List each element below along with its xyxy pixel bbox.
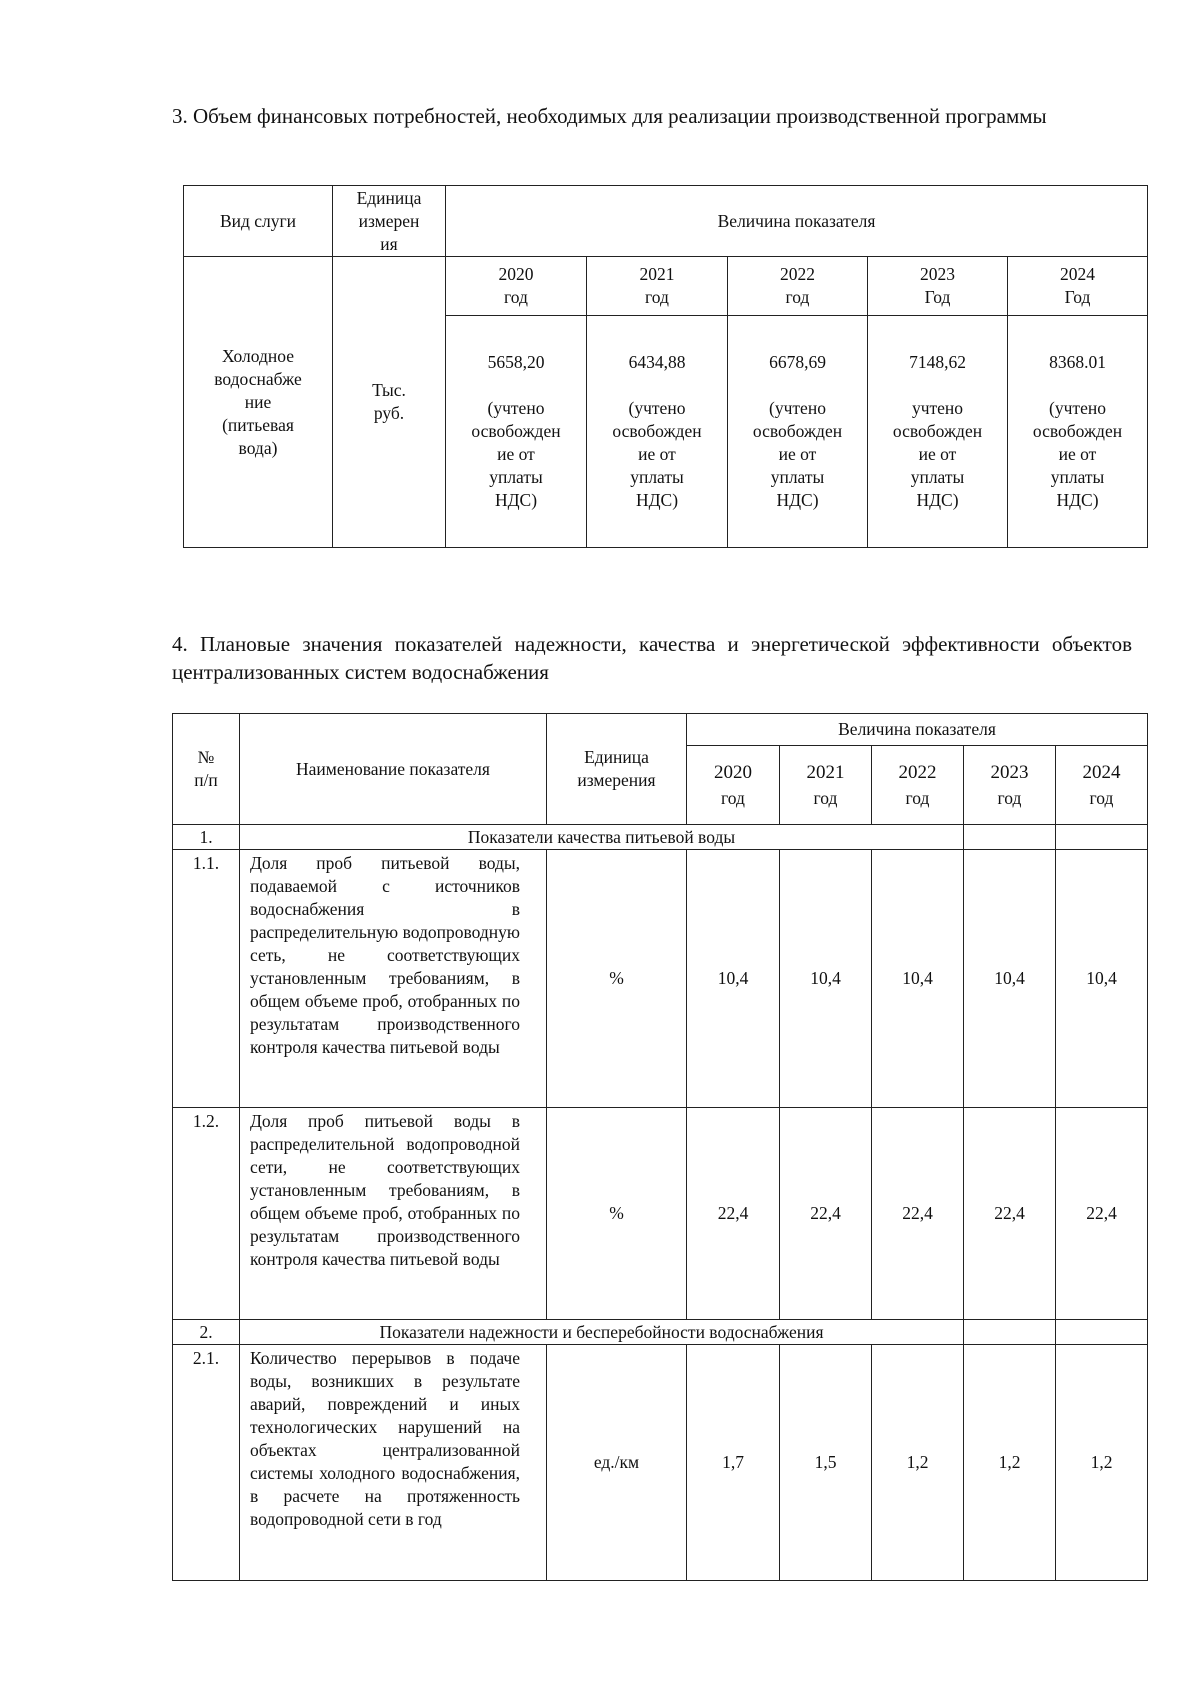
header-unit: Единица измерения [547, 714, 687, 825]
financial-needs-table [183, 185, 1148, 548]
service-cell: Холодное водоснабже ние (питьевая вода) [184, 257, 333, 548]
value-2022: 10,4 [872, 850, 964, 1108]
header-value: Величина показателя [446, 186, 1148, 257]
table-row [173, 1345, 1148, 1581]
group-number: 2. [173, 1320, 240, 1345]
value-2022: 1,2 [872, 1345, 964, 1581]
indicator-unit: ед./км [547, 1345, 687, 1581]
indicator-unit: % [547, 1108, 687, 1320]
value-2020: 10,4 [687, 850, 780, 1108]
group-title: Показатели надежности и бесперебойности водоснабжения [240, 1320, 964, 1345]
value-2024: 22,4 [1056, 1108, 1148, 1320]
year-header-2024: 2024 год [1056, 746, 1148, 825]
value-2023: 7148,62 учтено освобожден ие от уплаты НДС) [868, 316, 1008, 548]
year-header-2021: 2021 год [587, 257, 728, 316]
value-2023: 22,4 [964, 1108, 1056, 1320]
value-2023: 10,4 [964, 850, 1056, 1108]
indicator-name: Доля проб питьевой воды в распределительной водопроводной сети, не соответствующих установленным требованиям, в общем объеме проб, отобранных по результатам производственного контроля качества питьевой воды [240, 1108, 547, 1320]
row-number: 1.1. [173, 850, 240, 1108]
value-2024: 1,2 [1056, 1345, 1148, 1581]
header-value: Величина показателя [687, 714, 1148, 746]
year-header-2023: 2023 Год [868, 257, 1008, 316]
year-header-2020: 2020 год [446, 257, 587, 316]
value-2022: 6678,69 (учтено освобожден ие от уплаты НДС) [728, 316, 868, 548]
value-2023: 1,2 [964, 1345, 1056, 1581]
value-2024: 8368.01 (учтено освобожден ие от уплаты НДС) [1008, 316, 1148, 548]
value-2021: 22,4 [780, 1108, 872, 1320]
header-name: Наименование показателя [240, 714, 547, 825]
group-title: Показатели качества питьевой воды [240, 825, 964, 850]
value-2020: 22,4 [687, 1108, 780, 1320]
year-header-2021: 2021 год [780, 746, 872, 825]
group-number: 1. [173, 825, 240, 850]
section-4-heading: 4. Плановые значения показателей надежности, качества и энергетической эффективности объектов централизованных систем водоснабжения [172, 632, 1132, 684]
empty-cell [964, 1320, 1056, 1345]
unit-cell: Тыс. руб. [333, 257, 446, 548]
indicator-unit: % [547, 850, 687, 1108]
year-header-2023: 2023 год [964, 746, 1056, 825]
indicators-table [172, 713, 1148, 1581]
value-2021: 10,4 [780, 850, 872, 1108]
value-2022: 22,4 [872, 1108, 964, 1320]
indicator-name: Доля проб питьевой воды, подаваемой с источников водоснабжения в распределительную водопроводную сеть, не соответствующих установленным требованиям, в общем объеме проб, отобранных по результатам производственного контроля качества питьевой воды [240, 850, 547, 1108]
year-header-2022: 2022 год [728, 257, 868, 316]
value-2020: 1,7 [687, 1345, 780, 1581]
year-header-2020: 2020 год [687, 746, 780, 825]
row-number: 1.2. [173, 1108, 240, 1320]
group-row-1 [173, 825, 1148, 850]
section-3-heading: 3. Объем финансовых потребностей, необходимых для реализации производственной программы [172, 104, 1047, 128]
year-header-2022: 2022 год [872, 746, 964, 825]
value-2021: 1,5 [780, 1345, 872, 1581]
header-service: Вид слуги [184, 186, 333, 257]
table-row [173, 850, 1148, 1108]
empty-cell [964, 825, 1056, 850]
year-header-2024: 2024 Год [1008, 257, 1148, 316]
value-2021: 6434,88 (учтено освобожден ие от уплаты НДС) [587, 316, 728, 548]
value-2024: 10,4 [1056, 850, 1148, 1108]
row-number: 2.1. [173, 1345, 240, 1581]
table-row [173, 1108, 1148, 1320]
indicator-name: Количество перерывов в подаче воды, возникших в результате аварий, повреждений и иных технологических нарушений на объектах централизованной системы холодного водоснабжения, в расчете на протяженность водопроводной сети в год [240, 1345, 547, 1581]
value-2020: 5658,20 (учтено освобожден ие от уплаты НДС) [446, 316, 587, 548]
header-no: № п/п [173, 714, 240, 825]
empty-cell [1056, 1320, 1148, 1345]
header-unit: Единица измерен ия [333, 186, 446, 257]
empty-cell [1056, 825, 1148, 850]
group-row-2 [173, 1320, 1148, 1345]
